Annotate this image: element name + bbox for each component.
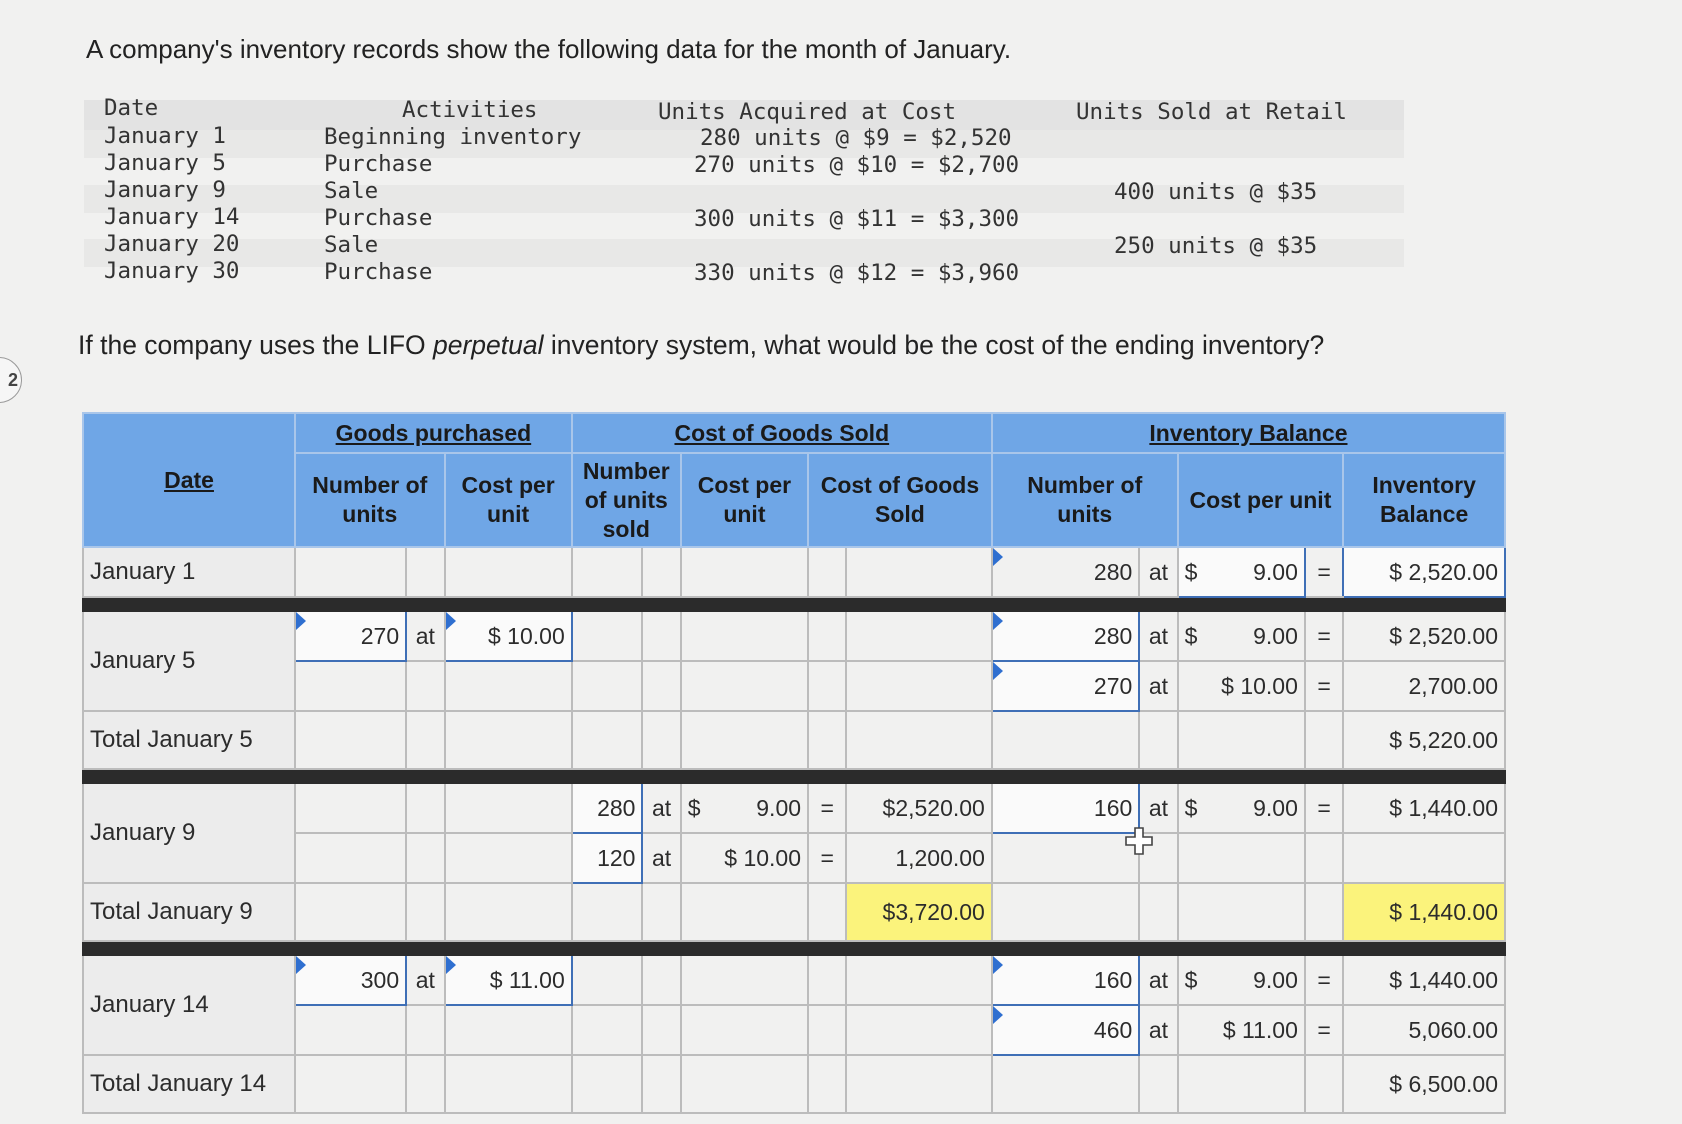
- data-activity: Beginning inventory: [324, 124, 582, 150]
- jan9-cogs-total[interactable]: $3,720.00: [846, 883, 991, 941]
- jan14-balance-units-2[interactable]: 460: [992, 1005, 1139, 1055]
- at-label: at: [1139, 955, 1177, 1005]
- jan14-purchased-units[interactable]: 300: [295, 955, 406, 1005]
- col-header-cogs-total: Cost of Goods Sold: [808, 453, 992, 547]
- data-activity: Purchase: [324, 205, 433, 231]
- data-header-date: Date: [104, 95, 159, 121]
- jan9-cogs-total-1[interactable]: $2,520.00: [846, 783, 991, 833]
- move-cursor-icon: [1124, 826, 1154, 856]
- at-label: at: [406, 611, 444, 661]
- col-header-balance-cost: Cost per unit: [1178, 453, 1344, 547]
- row-label-january-14: January 14: [83, 955, 295, 1055]
- jan9-balance-total-2[interactable]: [1343, 833, 1505, 883]
- equals-label: =: [1305, 1005, 1343, 1055]
- jan5-balance-total-2[interactable]: 2,700.00: [1343, 661, 1505, 711]
- group-header-inventory-balance: Inventory Balance: [992, 413, 1505, 453]
- row-label-january-1: January 1: [83, 547, 295, 597]
- jan14-balance-total-1[interactable]: $ 1,440.00: [1343, 955, 1505, 1005]
- intro-text: A company's inventory records show the following data for the month of January.: [86, 34, 1012, 64]
- jan14-balance-total-2[interactable]: 5,060.00: [1343, 1005, 1505, 1055]
- at-label: at: [406, 955, 444, 1005]
- equals-label: =: [1305, 661, 1343, 711]
- at-label: at: [642, 833, 680, 883]
- data-date: January 9: [104, 177, 226, 203]
- jan14-purchased-cost[interactable]: $ 11.00: [445, 955, 572, 1005]
- jan9-total-balance[interactable]: $ 1,440.00: [1343, 883, 1505, 941]
- row-label-january-5: January 5: [83, 611, 295, 711]
- col-header-purchased-cost: Cost per unit: [445, 453, 572, 547]
- row-label-total-january-14: Total January 14: [83, 1055, 295, 1113]
- row-label-total-january-9: Total January 9: [83, 883, 295, 941]
- group-header-goods-purchased: Goods purchased: [295, 413, 572, 453]
- jan14-total-balance[interactable]: $ 6,500.00: [1343, 1055, 1505, 1113]
- at-label: at: [1139, 611, 1177, 661]
- jan14-balance-cost-1[interactable]: $ 9.00: [1178, 955, 1305, 1005]
- row-label-total-january-5: Total January 5: [83, 711, 295, 769]
- jan9-balance-cost-2[interactable]: [1178, 833, 1305, 883]
- jan9-balance-total-1[interactable]: $ 1,440.00: [1343, 783, 1505, 833]
- jan14-balance-cost-2[interactable]: $ 11.00: [1178, 1005, 1305, 1055]
- jan5-balance-total-1[interactable]: $ 2,520.00: [1343, 611, 1505, 661]
- equals-label: =: [1305, 611, 1343, 661]
- group-header-cost-of-goods-sold: Cost of Goods Sold: [572, 413, 992, 453]
- data-activity: Sale: [324, 178, 379, 204]
- at-label: at: [642, 783, 680, 833]
- at-label: at: [1139, 661, 1177, 711]
- jan1-balance-cost[interactable]: $ 9.00: [1178, 547, 1305, 597]
- data-header-activities: Activities: [402, 97, 538, 123]
- data-activity: Sale: [324, 232, 379, 258]
- col-header-units-sold: Number of units sold: [572, 453, 681, 547]
- col-header-balance-units: Number of units: [992, 453, 1178, 547]
- data-date: January 5: [104, 150, 226, 176]
- jan5-purchased-units[interactable]: 270: [295, 611, 406, 661]
- data-date: January 20: [104, 231, 240, 257]
- data-date: January 30: [104, 258, 240, 284]
- jan5-purchased-cost[interactable]: $ 10.00: [445, 611, 572, 661]
- question-number-badge: 2: [0, 357, 22, 403]
- data-header-sold: Units Sold at Retail: [1076, 99, 1347, 125]
- col-header-cogs-cost: Cost per unit: [681, 453, 808, 547]
- jan9-cogs-total-2[interactable]: 1,200.00: [846, 833, 991, 883]
- inventory-data-table: [84, 95, 1404, 298]
- jan1-balance-total[interactable]: $ 2,520.00: [1343, 547, 1505, 597]
- jan9-units-sold-2[interactable]: 120: [572, 833, 643, 883]
- jan1-balance-units[interactable]: 280: [992, 547, 1139, 597]
- at-label: at: [1139, 1005, 1177, 1055]
- data-date: January 1: [104, 123, 226, 149]
- jan5-balance-units-1[interactable]: 280: [992, 611, 1139, 661]
- jan9-balance-units-2[interactable]: [992, 833, 1139, 883]
- data-acquired: 330 units @ $12 = $3,960: [694, 260, 1020, 286]
- data-acquired: 280 units @ $9 = $2,520: [700, 125, 1012, 151]
- col-header-date: Date: [83, 413, 295, 547]
- jan9-balance-cost-1[interactable]: $ 9.00: [1178, 783, 1305, 833]
- jan9-cogs-cost-1[interactable]: $ 9.00: [681, 783, 808, 833]
- lifo-worksheet: [82, 412, 1506, 1124]
- data-activity: Purchase: [324, 259, 433, 285]
- data-date: January 14: [104, 204, 240, 230]
- jan9-units-sold-1[interactable]: 280: [572, 783, 643, 833]
- jan5-balance-cost-1[interactable]: $ 9.00: [1178, 611, 1305, 661]
- equals-label: =: [1305, 783, 1343, 833]
- question-text: If the company uses the LIFO perpetual inventory system, what would be the cost of the ending inventory?: [78, 330, 1325, 360]
- row-label-january-9: January 9: [83, 783, 295, 883]
- jan5-balance-cost-2[interactable]: $ 10.00: [1178, 661, 1305, 711]
- col-header-purchased-units: Number of units: [295, 453, 444, 547]
- data-sold: 400 units @ $35: [1114, 179, 1318, 205]
- data-acquired: 270 units @ $10 = $2,700: [694, 152, 1020, 178]
- data-acquired: 300 units @ $11 = $3,300: [694, 206, 1020, 232]
- equals-label: =: [808, 833, 846, 883]
- equals-label: =: [1305, 547, 1343, 597]
- jan9-cogs-cost-2[interactable]: $ 10.00: [681, 833, 808, 883]
- data-header-acquired: Units Acquired at Cost: [658, 99, 957, 125]
- data-sold: 250 units @ $35: [1114, 233, 1318, 259]
- at-label: at: [1139, 547, 1177, 597]
- equals-label: =: [808, 783, 846, 833]
- jan5-balance-units-2[interactable]: 270: [992, 661, 1139, 711]
- data-activity: Purchase: [324, 151, 433, 177]
- col-header-balance-total: Inventory Balance: [1343, 453, 1505, 547]
- jan9-balance-units-1[interactable]: 160: [992, 783, 1139, 833]
- jan14-balance-units-1[interactable]: 160: [992, 955, 1139, 1005]
- equals-label: =: [1305, 955, 1343, 1005]
- jan5-total-balance[interactable]: $ 5,220.00: [1343, 711, 1505, 769]
- at-label: at: [1139, 783, 1177, 833]
